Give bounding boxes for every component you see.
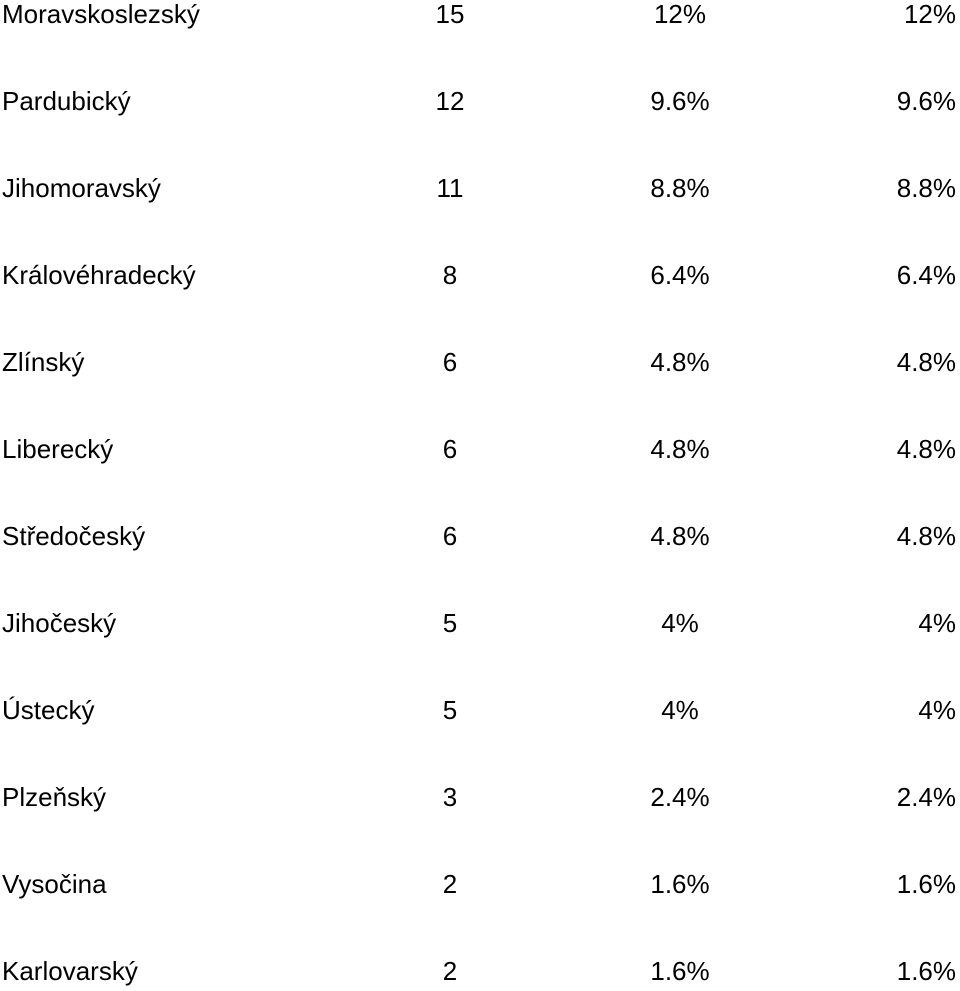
region-percent-secondary: 8.8% (896, 173, 956, 203)
region-percent-secondary: 12% (903, 0, 956, 29)
table-row (0, 690, 960, 730)
region-name: Ústecký (2, 695, 95, 725)
region-percent: 6.4% (650, 260, 710, 290)
table-row (0, 516, 960, 556)
region-name: Karlovarský (2, 956, 138, 986)
region-name: Jihomoravský (2, 173, 161, 203)
table-row (0, 81, 960, 121)
region-name: Královéhradecký (2, 260, 196, 290)
region-name: Liberecký (2, 434, 114, 464)
region-count: 2 (442, 869, 458, 899)
region-count: 5 (442, 695, 458, 725)
region-percent: 1.6% (650, 956, 710, 986)
region-percent-secondary: 4.8% (896, 347, 956, 377)
region-percent-secondary: 1.6% (896, 956, 956, 986)
region-percent-secondary: 1.6% (896, 869, 956, 899)
region-count: 6 (442, 521, 458, 551)
region-count: 3 (442, 782, 458, 812)
table-row (0, 168, 960, 208)
region-count: 15 (435, 0, 465, 29)
region-percent-secondary: 4% (918, 695, 956, 725)
table-row (0, 777, 960, 817)
table-row (0, 603, 960, 643)
table-row (0, 342, 960, 382)
table-row (0, 429, 960, 469)
region-name: Moravskoslezský (2, 0, 200, 29)
region-name: Středočeský (2, 521, 146, 551)
region-count: 6 (442, 434, 458, 464)
region-count: 6 (442, 347, 458, 377)
region-percent: 4.8% (650, 434, 710, 464)
region-percent: 8.8% (650, 173, 710, 203)
region-percent-secondary: 6.4% (896, 260, 956, 290)
region-count: 2 (442, 956, 458, 986)
region-percent: 4.8% (650, 521, 710, 551)
region-percent: 4% (661, 608, 699, 638)
region-count: 8 (442, 260, 458, 290)
region-percent-secondary: 4.8% (896, 521, 956, 551)
region-percent: 4.8% (650, 347, 710, 377)
region-percent-secondary: 4% (918, 608, 956, 638)
table-row (0, 951, 960, 991)
region-count: 11 (436, 173, 464, 203)
region-name: Pardubický (2, 86, 131, 116)
table-row (0, 0, 960, 34)
region-percent: 2.4% (650, 782, 710, 812)
region-percent: 9.6% (650, 86, 710, 116)
region-percent: 4% (661, 695, 699, 725)
region-count: 5 (442, 608, 458, 638)
region-name: Vysočina (2, 869, 107, 899)
region-name: Zlínský (2, 347, 85, 377)
region-name: Jihočeský (2, 608, 117, 638)
table-row (0, 864, 960, 904)
region-percent: 1.6% (650, 869, 710, 899)
region-count: 12 (435, 86, 465, 116)
table-row (0, 255, 960, 295)
region-percent-secondary: 4.8% (896, 434, 956, 464)
region-percent-secondary: 2.4% (896, 782, 956, 812)
region-percent-secondary: 9.6% (896, 86, 956, 116)
region-percent: 12% (653, 0, 707, 29)
region-name: Plzeňský (2, 782, 107, 812)
